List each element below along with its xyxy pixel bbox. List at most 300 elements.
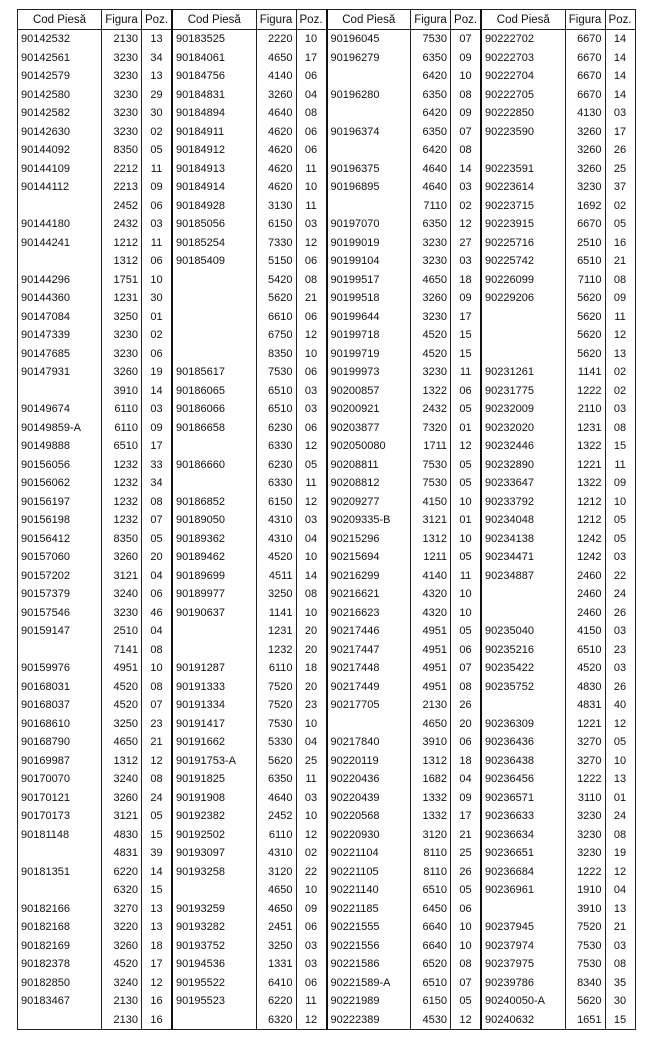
- position-number: 03: [605, 937, 635, 956]
- position-number: 15: [451, 345, 482, 364]
- position-number: 09: [451, 104, 482, 123]
- figure-number: 4951: [411, 678, 451, 697]
- figure-number: 2213: [102, 178, 142, 197]
- position-number: 40: [605, 696, 635, 715]
- figure-number: 4620: [256, 123, 296, 142]
- part-code: 90189462: [172, 548, 256, 567]
- position-number: 08: [451, 141, 482, 160]
- figure-number: 2130: [411, 696, 451, 715]
- part-code: 90226099: [481, 271, 565, 290]
- header-row: [18, 10, 636, 30]
- position-number: 26: [451, 696, 482, 715]
- figure-number: 4831: [102, 844, 142, 863]
- part-code: 90236438: [481, 752, 565, 771]
- part-code: 90220930: [327, 826, 411, 845]
- figure-number: 3910: [411, 733, 451, 752]
- position-number: 12: [605, 326, 635, 345]
- part-code: 90193258: [172, 863, 256, 882]
- figure-number: 3260: [102, 789, 142, 808]
- position-number: 14: [451, 160, 482, 179]
- figure-number: 3250: [256, 937, 296, 956]
- part-code: 90221185: [327, 900, 411, 919]
- position-number: 10: [296, 548, 327, 567]
- part-code: 90183467: [18, 992, 102, 1011]
- part-code: 90199719: [327, 345, 411, 364]
- part-code: 90236571: [481, 789, 565, 808]
- position-number: 11: [451, 363, 482, 382]
- figure-number: 3230: [411, 308, 451, 327]
- figure-number: 6640: [411, 937, 451, 956]
- figure-number: 4511: [256, 567, 296, 586]
- figure-number: 4831: [565, 696, 605, 715]
- part-code: 90222705: [481, 86, 565, 105]
- part-code: 90233647: [481, 474, 565, 493]
- part-code: 90223915: [481, 215, 565, 234]
- part-code: 90235752: [481, 678, 565, 697]
- position-number: 33: [142, 456, 173, 475]
- figure-number: 2460: [565, 585, 605, 604]
- position-number: 18: [142, 937, 173, 956]
- figure-number: 4150: [411, 493, 451, 512]
- position-number: 09: [296, 900, 327, 919]
- part-code: 90185409: [172, 252, 256, 271]
- position-number: 02: [296, 844, 327, 863]
- part-code: 90184756: [172, 67, 256, 86]
- position-number: 19: [142, 363, 173, 382]
- part-code: [18, 844, 102, 863]
- table-row: [18, 123, 636, 142]
- position-number: 20: [451, 715, 482, 734]
- position-number: 14: [605, 30, 635, 49]
- figure-number: 7530: [411, 474, 451, 493]
- position-number: 08: [451, 955, 482, 974]
- table-row: [18, 863, 636, 882]
- position-number: 11: [296, 474, 327, 493]
- position-number: 03: [605, 659, 635, 678]
- part-code: 90237975: [481, 955, 565, 974]
- header-pos: Poz.: [605, 10, 635, 30]
- figure-number: 3121: [102, 567, 142, 586]
- figure-number: 2212: [102, 160, 142, 179]
- part-code: 90156197: [18, 493, 102, 512]
- position-number: 13: [605, 900, 635, 919]
- part-code: 902050080: [327, 437, 411, 456]
- figure-number: 2452: [102, 197, 142, 216]
- figure-number: 6110: [256, 659, 296, 678]
- part-code: 90217448: [327, 659, 411, 678]
- part-code: 90234048: [481, 511, 565, 530]
- figure-number: 3121: [102, 807, 142, 826]
- part-code: 90168790: [18, 733, 102, 752]
- part-code: [327, 141, 411, 160]
- figure-number: 7110: [565, 271, 605, 290]
- figure-number: 5620: [256, 289, 296, 308]
- position-number: 10: [296, 178, 327, 197]
- position-number: 11: [296, 160, 327, 179]
- position-number: 27: [451, 234, 482, 253]
- part-code: 90168037: [18, 696, 102, 715]
- part-code: 90221104: [327, 844, 411, 863]
- part-code: 90237974: [481, 937, 565, 956]
- position-number: 03: [605, 104, 635, 123]
- position-number: 18: [451, 752, 482, 771]
- figure-number: 3230: [102, 123, 142, 142]
- position-number: 08: [142, 770, 173, 789]
- part-code: 90199019: [327, 234, 411, 253]
- figure-number: 1221: [565, 456, 605, 475]
- figure-number: 2220: [256, 30, 296, 49]
- position-number: 03: [451, 252, 482, 271]
- part-code: 90182169: [18, 937, 102, 956]
- position-number: 07: [142, 696, 173, 715]
- figure-number: 6110: [102, 400, 142, 419]
- header-code: Cod Piesă: [327, 10, 411, 30]
- figure-number: 7530: [256, 715, 296, 734]
- figure-number: 6330: [256, 437, 296, 456]
- figure-number: 4951: [411, 622, 451, 641]
- figure-number: 2451: [256, 918, 296, 937]
- part-code: 90191334: [172, 696, 256, 715]
- part-code: 90197070: [327, 215, 411, 234]
- part-code: 90195522: [172, 974, 256, 993]
- part-code: 90170070: [18, 770, 102, 789]
- table-row: [18, 752, 636, 771]
- position-number: 07: [451, 123, 482, 142]
- part-code: 90209335-B: [327, 511, 411, 530]
- position-number: 12: [605, 715, 635, 734]
- position-number: 06: [451, 382, 482, 401]
- part-code: 90185254: [172, 234, 256, 253]
- position-number: 03: [296, 937, 327, 956]
- position-number: 14: [605, 49, 635, 68]
- figure-number: 6220: [102, 863, 142, 882]
- figure-number: 6510: [565, 641, 605, 660]
- figure-number: 3230: [411, 234, 451, 253]
- part-code: [18, 382, 102, 401]
- part-code: 90196045: [327, 30, 411, 49]
- figure-number: 6150: [256, 215, 296, 234]
- part-code: 90217840: [327, 733, 411, 752]
- part-code: 90184831: [172, 86, 256, 105]
- figure-number: 6610: [256, 308, 296, 327]
- position-number: 07: [451, 659, 482, 678]
- part-code: 90156412: [18, 530, 102, 549]
- part-code: [18, 881, 102, 900]
- position-number: 03: [296, 511, 327, 530]
- figure-number: 6510: [411, 974, 451, 993]
- figure-number: 3230: [565, 844, 605, 863]
- figure-number: 3260: [565, 160, 605, 179]
- part-code: 90232890: [481, 456, 565, 475]
- position-number: 04: [296, 733, 327, 752]
- part-code: [481, 345, 565, 364]
- figure-number: 3260: [102, 937, 142, 956]
- table-row: [18, 678, 636, 697]
- header-pos: Poz.: [296, 10, 327, 30]
- part-code: 90170173: [18, 807, 102, 826]
- position-number: 20: [296, 622, 327, 641]
- figure-number: 6350: [411, 86, 451, 105]
- part-code: 90215694: [327, 548, 411, 567]
- figure-number: 4830: [565, 678, 605, 697]
- figure-number: 1312: [102, 752, 142, 771]
- part-code: 90184912: [172, 141, 256, 160]
- part-code: 90237945: [481, 918, 565, 937]
- figure-number: 1322: [411, 382, 451, 401]
- part-code: 90236633: [481, 807, 565, 826]
- part-code: 90216621: [327, 585, 411, 604]
- part-code: 90208811: [327, 456, 411, 475]
- figure-number: 6350: [411, 215, 451, 234]
- position-number: 03: [451, 178, 482, 197]
- table-row: [18, 844, 636, 863]
- figure-number: 7520: [256, 678, 296, 697]
- figure-number: 6420: [411, 67, 451, 86]
- part-code: 90181351: [18, 863, 102, 882]
- table-row: [18, 345, 636, 364]
- position-number: 21: [142, 733, 173, 752]
- figure-number: 1711: [411, 437, 451, 456]
- table-row: [18, 493, 636, 512]
- table-row: [18, 67, 636, 86]
- figure-number: 3270: [565, 752, 605, 771]
- part-code: 90186852: [172, 493, 256, 512]
- figure-number: 7520: [256, 696, 296, 715]
- figure-number: 4320: [411, 604, 451, 623]
- figure-number: 1242: [565, 530, 605, 549]
- table-row: [18, 974, 636, 993]
- part-code: 90221105: [327, 863, 411, 882]
- part-code: 90233792: [481, 493, 565, 512]
- table-row: [18, 567, 636, 586]
- position-number: 06: [296, 974, 327, 993]
- figure-number: 6150: [256, 493, 296, 512]
- position-number: 26: [451, 863, 482, 882]
- figure-number: 4650: [411, 715, 451, 734]
- position-number: 21: [296, 289, 327, 308]
- figure-number: 5330: [256, 733, 296, 752]
- figure-number: 5420: [256, 271, 296, 290]
- header-figure: Figura: [256, 10, 296, 30]
- figure-number: 1692: [565, 197, 605, 216]
- figure-number: 1141: [565, 363, 605, 382]
- position-number: 14: [605, 67, 635, 86]
- position-number: 07: [451, 30, 482, 49]
- table-row: [18, 363, 636, 382]
- part-code: 90192382: [172, 807, 256, 826]
- position-number: 13: [142, 918, 173, 937]
- part-code: [481, 900, 565, 919]
- position-number: 04: [605, 881, 635, 900]
- position-number: 03: [142, 400, 173, 419]
- part-code: [18, 641, 102, 660]
- position-number: 05: [142, 141, 173, 160]
- figure-number: 6670: [565, 30, 605, 49]
- position-number: 02: [451, 197, 482, 216]
- position-number: 10: [451, 937, 482, 956]
- part-code: 90209277: [327, 493, 411, 512]
- figure-number: 8350: [256, 345, 296, 364]
- figure-number: 3270: [102, 900, 142, 919]
- figure-number: 5620: [565, 992, 605, 1011]
- part-code: 90196279: [327, 49, 411, 68]
- figure-number: 3230: [102, 345, 142, 364]
- position-number: 10: [451, 530, 482, 549]
- table-body: [18, 30, 636, 1030]
- figure-number: 1212: [565, 511, 605, 530]
- position-number: 06: [296, 419, 327, 438]
- table-row: [18, 659, 636, 678]
- part-code: 90142580: [18, 86, 102, 105]
- figure-number: 4650: [256, 900, 296, 919]
- position-number: 14: [142, 863, 173, 882]
- position-number: 22: [296, 863, 327, 882]
- position-number: 12: [451, 437, 482, 456]
- figure-number: 3230: [411, 252, 451, 271]
- position-number: 21: [451, 826, 482, 845]
- figure-number: 4130: [565, 104, 605, 123]
- part-code: 90184061: [172, 49, 256, 68]
- position-number: 12: [296, 1011, 327, 1030]
- figure-number: 4620: [256, 141, 296, 160]
- table-row: [18, 937, 636, 956]
- part-code: 90185056: [172, 215, 256, 234]
- position-number: 05: [451, 992, 482, 1011]
- part-code: 90216623: [327, 604, 411, 623]
- figure-number: 1222: [565, 863, 605, 882]
- table-row: [18, 234, 636, 253]
- position-number: 01: [451, 511, 482, 530]
- part-code: [172, 641, 256, 660]
- position-number: 08: [142, 678, 173, 697]
- position-number: 17: [451, 308, 482, 327]
- position-number: 01: [142, 308, 173, 327]
- position-number: 04: [296, 86, 327, 105]
- figure-number: 4520: [102, 696, 142, 715]
- figure-number: 2460: [565, 567, 605, 586]
- table-row: [18, 437, 636, 456]
- figure-number: 4140: [256, 67, 296, 86]
- position-number: 06: [296, 123, 327, 142]
- part-code: [481, 604, 565, 623]
- part-code: 90169987: [18, 752, 102, 771]
- position-number: 06: [296, 67, 327, 86]
- position-number: 46: [142, 604, 173, 623]
- position-number: 24: [605, 585, 635, 604]
- figure-number: 4520: [411, 345, 451, 364]
- figure-number: 1231: [565, 419, 605, 438]
- figure-number: 5620: [565, 289, 605, 308]
- position-number: 03: [296, 955, 327, 974]
- table-row: [18, 955, 636, 974]
- position-number: 03: [296, 400, 327, 419]
- part-code: [327, 67, 411, 86]
- part-code: 90157546: [18, 604, 102, 623]
- table-row: [18, 733, 636, 752]
- header-figure: Figura: [102, 10, 142, 30]
- position-number: 24: [605, 807, 635, 826]
- figure-number: 1651: [565, 1011, 605, 1030]
- part-code: 90225742: [481, 252, 565, 271]
- position-number: 08: [142, 641, 173, 660]
- part-code: 90221555: [327, 918, 411, 937]
- table-row: [18, 474, 636, 493]
- position-number: 05: [605, 530, 635, 549]
- part-code: 90215296: [327, 530, 411, 549]
- part-code: 90168610: [18, 715, 102, 734]
- part-code: 90157060: [18, 548, 102, 567]
- part-code: 90191908: [172, 789, 256, 808]
- position-number: 09: [605, 474, 635, 493]
- part-code: 90156056: [18, 456, 102, 475]
- figure-number: 7530: [411, 30, 451, 49]
- position-number: 06: [142, 345, 173, 364]
- figure-number: 3230: [102, 67, 142, 86]
- part-code: 90189362: [172, 530, 256, 549]
- position-number: 06: [296, 363, 327, 382]
- part-code: 90168031: [18, 678, 102, 697]
- position-number: 08: [605, 826, 635, 845]
- figure-number: 1212: [102, 234, 142, 253]
- position-number: 05: [451, 456, 482, 475]
- part-code: 90144180: [18, 215, 102, 234]
- table-row: [18, 511, 636, 530]
- position-number: 15: [605, 437, 635, 456]
- figure-number: 3270: [565, 733, 605, 752]
- position-number: 18: [451, 271, 482, 290]
- position-number: 20: [296, 678, 327, 697]
- position-number: 06: [142, 197, 173, 216]
- figure-number: 3230: [565, 826, 605, 845]
- position-number: 30: [142, 289, 173, 308]
- figure-number: 3250: [102, 715, 142, 734]
- figure-number: 6640: [411, 918, 451, 937]
- position-number: 06: [142, 252, 173, 271]
- position-number: 06: [451, 900, 482, 919]
- position-number: 34: [142, 474, 173, 493]
- position-number: 10: [605, 493, 635, 512]
- position-number: 37: [605, 178, 635, 197]
- header-code: Cod Piesă: [481, 10, 565, 30]
- part-code: 90220119: [327, 752, 411, 771]
- figure-number: 6510: [102, 437, 142, 456]
- position-number: 10: [296, 30, 327, 49]
- part-code: [172, 345, 256, 364]
- figure-number: 4951: [411, 659, 451, 678]
- position-number: 08: [451, 86, 482, 105]
- figure-number: 3230: [102, 104, 142, 123]
- table-row: [18, 49, 636, 68]
- table-row: [18, 881, 636, 900]
- part-code: 90157379: [18, 585, 102, 604]
- figure-number: 1222: [565, 770, 605, 789]
- part-code: [172, 437, 256, 456]
- part-code: 90216299: [327, 567, 411, 586]
- position-number: 05: [451, 474, 482, 493]
- part-code: 90235040: [481, 622, 565, 641]
- position-number: 14: [296, 567, 327, 586]
- part-code: 90182166: [18, 900, 102, 919]
- figure-number: 6670: [565, 49, 605, 68]
- part-code: 90194536: [172, 955, 256, 974]
- figure-number: 1232: [102, 511, 142, 530]
- figure-number: 4310: [256, 530, 296, 549]
- table-row: [18, 86, 636, 105]
- figure-number: 7530: [565, 937, 605, 956]
- part-code: [18, 1011, 102, 1030]
- figure-number: 6510: [256, 382, 296, 401]
- position-number: 11: [142, 160, 173, 179]
